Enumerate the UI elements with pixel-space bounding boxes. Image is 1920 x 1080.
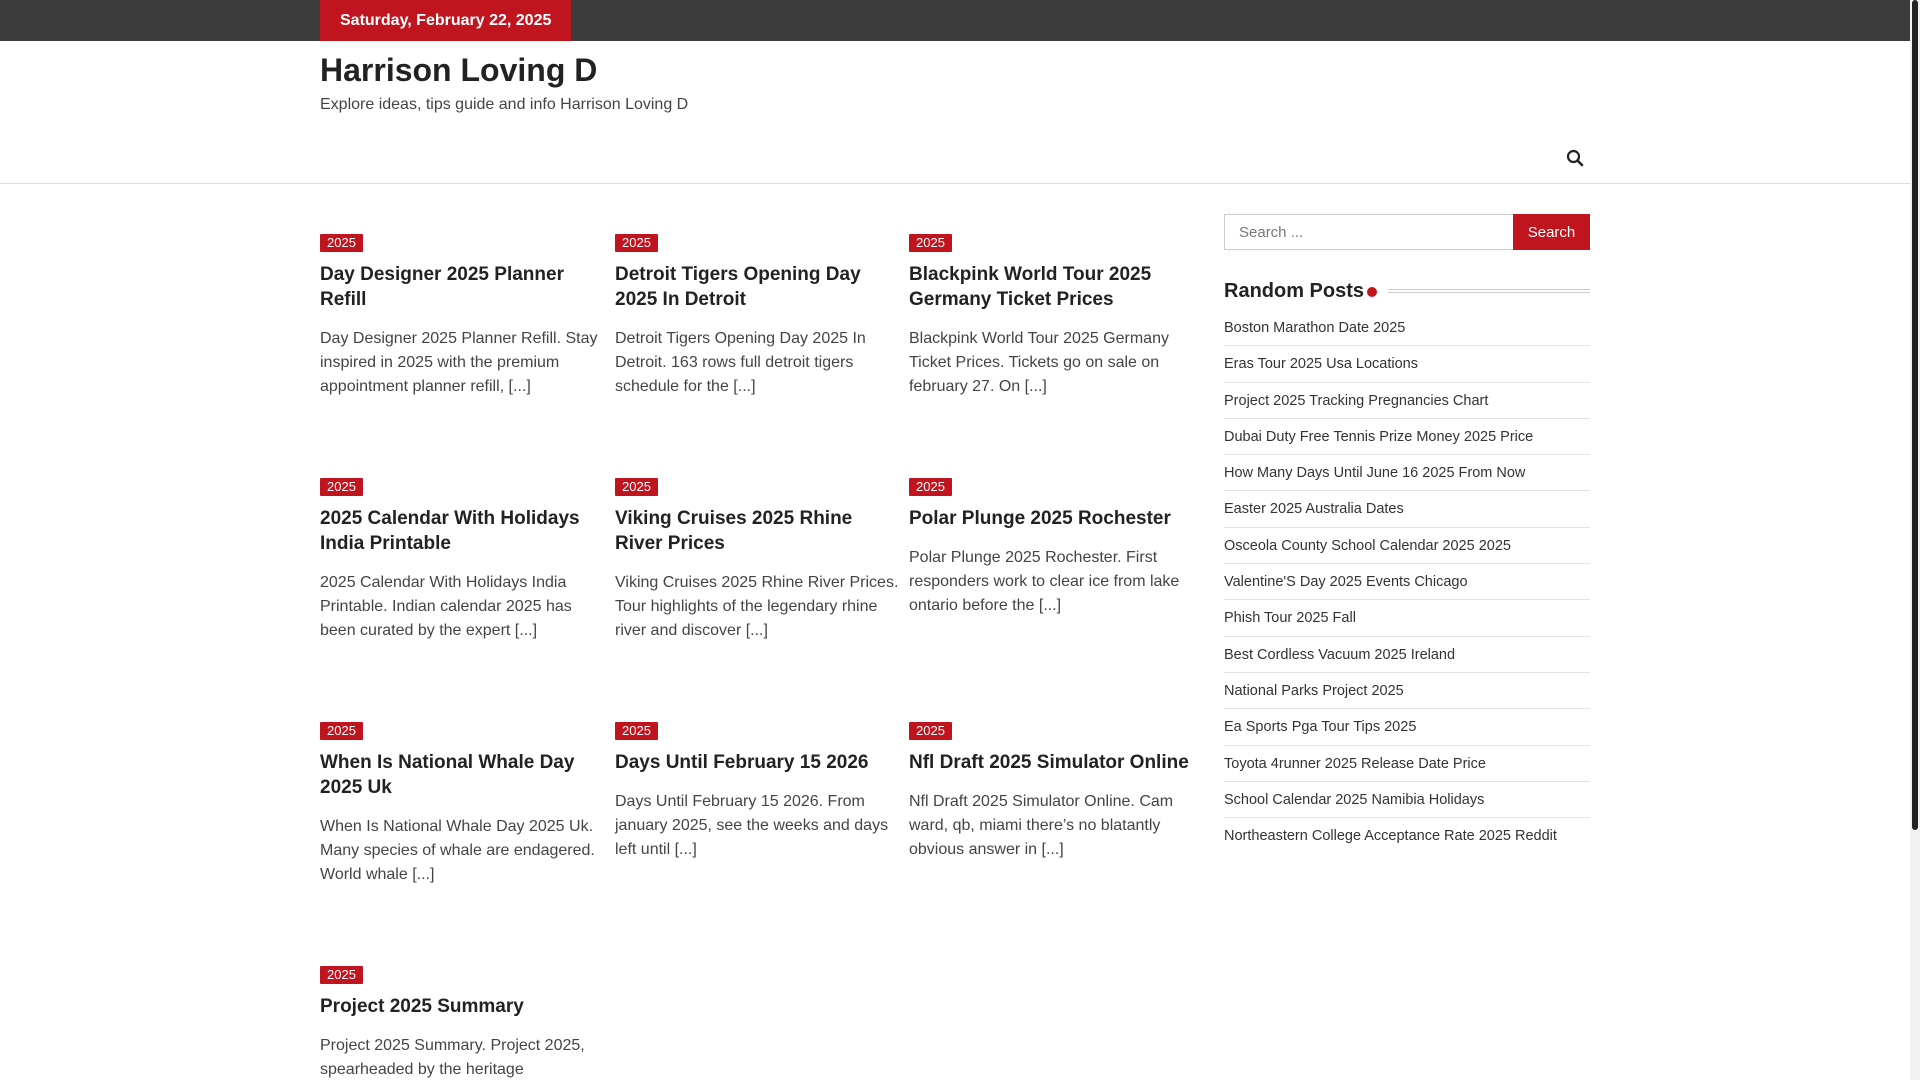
category-badge[interactable]: 2025 (320, 478, 363, 496)
post-title[interactable]: Nfl Draft 2025 Simulator Online (909, 752, 1189, 773)
current-date: Saturday, February 22, 2025 (320, 0, 571, 41)
category-badge[interactable]: 2025 (320, 966, 363, 984)
scrollbar-thumb[interactable] (1912, 0, 1918, 830)
random-post-link[interactable]: School Calendar 2025 Namibia Holidays (1224, 782, 1590, 818)
category-badge[interactable]: 2025 (320, 234, 363, 252)
category-badge[interactable]: 2025 (909, 478, 952, 496)
accent-dot (1367, 287, 1377, 297)
category-badge[interactable]: 2025 (909, 234, 952, 252)
random-post-link[interactable]: Dubai Duty Free Tennis Prize Money 2025 Price (1224, 419, 1590, 455)
post-card (320, 234, 605, 399)
post-excerpt: Days Until February 15 2026. From january 2025, see the weeks and days left until [...] (615, 793, 889, 858)
post-title[interactable]: Viking Cruises 2025 Rhine River Prices (615, 508, 853, 554)
post-card (615, 478, 900, 643)
search-icon[interactable] (1566, 149, 1584, 167)
post-title[interactable]: Days Until February 15 2026 (615, 752, 869, 773)
sidebar-search (1224, 214, 1590, 250)
post-title[interactable]: Blackpink World Tour 2025 Germany Ticket Prices (909, 264, 1152, 310)
post-title[interactable]: Polar Plunge 2025 Rochester (909, 508, 1171, 529)
random-posts-list (1224, 310, 1590, 854)
post-title[interactable]: Day Designer 2025 Planner Refill (320, 264, 564, 310)
random-post-link[interactable]: Phish Tour 2025 Fall (1224, 600, 1590, 636)
header-divider (0, 183, 1910, 184)
category-badge[interactable]: 2025 (615, 234, 658, 252)
post-excerpt: Viking Cruises 2025 Rhine River Prices. Tour highlights of the legendary rhine river and discover [...] (615, 574, 899, 639)
random-post-link[interactable]: Osceola County School Calendar 2025 2025 (1224, 528, 1590, 564)
post-card (909, 722, 1194, 862)
post-card (320, 722, 605, 887)
random-posts-header (1224, 280, 1590, 304)
site-tagline: Explore ideas, tips guide and info Harrison Loving D (320, 96, 689, 113)
category-badge[interactable]: 2025 (320, 722, 363, 740)
category-badge[interactable]: 2025 (615, 722, 658, 740)
post-card (615, 234, 900, 399)
post-excerpt: Blackpink World Tour 2025 Germany Ticket Prices. Tickets go on sale on february 27. On [...] (909, 330, 1169, 395)
category-badge[interactable]: 2025 (615, 478, 658, 496)
post-card (909, 478, 1194, 618)
random-post-link[interactable]: Toyota 4runner 2025 Release Date Price (1224, 746, 1590, 782)
category-badge[interactable]: 2025 (909, 722, 952, 740)
random-post-link[interactable]: National Parks Project 2025 (1224, 673, 1590, 709)
page-scrollbar[interactable] (1910, 0, 1920, 1080)
random-post-link[interactable]: Project 2025 Tracking Pregnancies Chart (1224, 383, 1590, 419)
post-excerpt: Project 2025 Summary. Project 2025, spearheaded by the heritage (320, 1037, 585, 1078)
post-card (909, 234, 1194, 399)
random-post-link[interactable]: Boston Marathon Date 2025 (1224, 310, 1590, 346)
search-button[interactable]: Search (1513, 214, 1590, 250)
post-title[interactable]: When Is National Whale Day 2025 Uk (320, 752, 575, 798)
post-excerpt: Day Designer 2025 Planner Refill. Stay inspired in 2025 with the premium appointment planner refill, [...] (320, 330, 598, 395)
post-excerpt: Detroit Tigers Opening Day 2025 In Detroit. 163 rows full detroit tigers schedule for the [...] (615, 330, 866, 395)
random-post-link[interactable]: How Many Days Until June 16 2025 From Now (1224, 455, 1590, 491)
post-excerpt: Nfl Draft 2025 Simulator Online. Cam ward, qb, miami there’s no blatantly obvious answer in [...] (909, 793, 1174, 858)
post-title[interactable]: Project 2025 Summary (320, 996, 524, 1017)
post-card (320, 966, 605, 1080)
random-post-link[interactable]: Ea Sports Pga Tour Tips 2025 (1224, 709, 1590, 745)
post-excerpt: Polar Plunge 2025 Rochester. First responders work to clear ice from lake ontario before the [...] (909, 549, 1180, 614)
search-input[interactable] (1224, 214, 1515, 250)
post-card (615, 722, 900, 862)
random-post-link[interactable]: Best Cordless Vacuum 2025 Ireland (1224, 637, 1590, 673)
random-post-link[interactable]: Eras Tour 2025 Usa Locations (1224, 346, 1590, 382)
post-title[interactable]: 2025 Calendar With Holidays India Printable (320, 508, 580, 554)
post-title[interactable]: Detroit Tigers Opening Day 2025 In Detroit (615, 264, 861, 310)
post-excerpt: 2025 Calendar With Holidays India Printable. Indian calendar 2025 has been curated by the expert [...] (320, 574, 572, 639)
random-post-link[interactable]: Valentine'S Day 2025 Events Chicago (1224, 564, 1590, 600)
heading-rule (1388, 289, 1590, 293)
site-title[interactable]: Harrison Loving D (320, 52, 598, 88)
random-post-link[interactable]: Easter 2025 Australia Dates (1224, 491, 1590, 527)
post-excerpt: When Is National Whale Day 2025 Uk. Many species of whale are endagered. World whale [...] (320, 818, 595, 883)
random-post-link[interactable]: Northeastern College Acceptance Rate 2025 Reddit (1224, 828, 1557, 845)
top-bar (0, 0, 1910, 41)
random-posts-title: Random Posts (1224, 280, 1365, 302)
post-card (320, 478, 605, 643)
